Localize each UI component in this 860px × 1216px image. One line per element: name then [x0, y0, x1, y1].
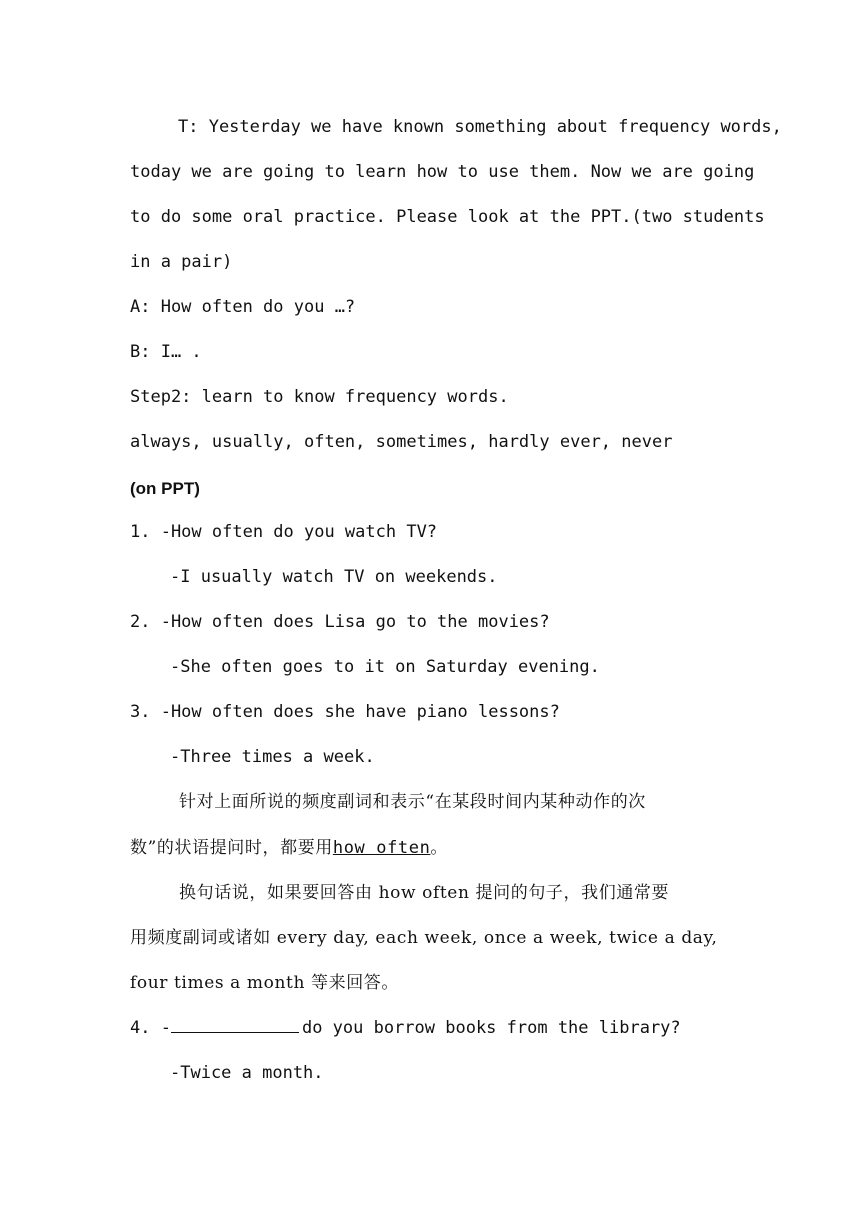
example-1-question: 1. -How often do you watch TV?: [130, 522, 438, 542]
how-often-keyword: how often: [332, 838, 431, 858]
note-1-text: 数”的状语提问时，都要用: [130, 838, 333, 858]
example-3-answer: -Three times a week.: [170, 747, 375, 767]
note-2-line-1: 换句话说，如果要回答由 how often 提问的句子，我们通常要: [179, 883, 670, 903]
intro-line-1: T: Yesterday we have known something about frequency words,: [178, 117, 782, 137]
exercise-number: 4. -: [130, 1018, 171, 1038]
note-1-line-2: [130, 836, 448, 860]
dialogue-b: B: I… .: [130, 342, 202, 362]
intro-line-3: to do some oral practice. Please look at the PPT.(two students: [130, 207, 765, 227]
step2-title: Step2: learn to know frequency words.: [130, 387, 509, 407]
example-2-question: 2. -How often does Lisa go to the movies?: [130, 612, 550, 632]
note-1-line-1: 针对上面所说的频度副词和表示“在某段时间内某种动作的次: [179, 792, 646, 812]
note-2-line-3: four times a month 等来回答。: [130, 973, 400, 993]
intro-line-2: today we are going to learn how to use them. Now we are going: [130, 162, 755, 182]
intro-line-4: in a pair): [130, 252, 233, 272]
dialogue-a: A: How often do you …?: [130, 297, 356, 317]
frequency-words-list: always, usually, often, sometimes, hardly ever, never: [130, 432, 673, 452]
exercise-4-question: [130, 1016, 681, 1040]
note-1-period: 。: [430, 838, 449, 858]
example-2-answer: -She often goes to it on Saturday evening.: [170, 657, 600, 677]
answer-blank[interactable]: [171, 1016, 299, 1033]
exercise-4-answer: -Twice a month.: [170, 1063, 324, 1083]
example-3-question: 3. -How often does she have piano lessons?: [130, 702, 560, 722]
example-1-answer: -I usually watch TV on weekends.: [170, 567, 498, 587]
ppt-label: (on PPT): [130, 479, 200, 498]
note-2-line-2: 用频度副词或诸如 every day, each week, once a week, twice a day,: [130, 928, 718, 948]
exercise-question-text: do you borrow books from the library?: [301, 1018, 681, 1038]
